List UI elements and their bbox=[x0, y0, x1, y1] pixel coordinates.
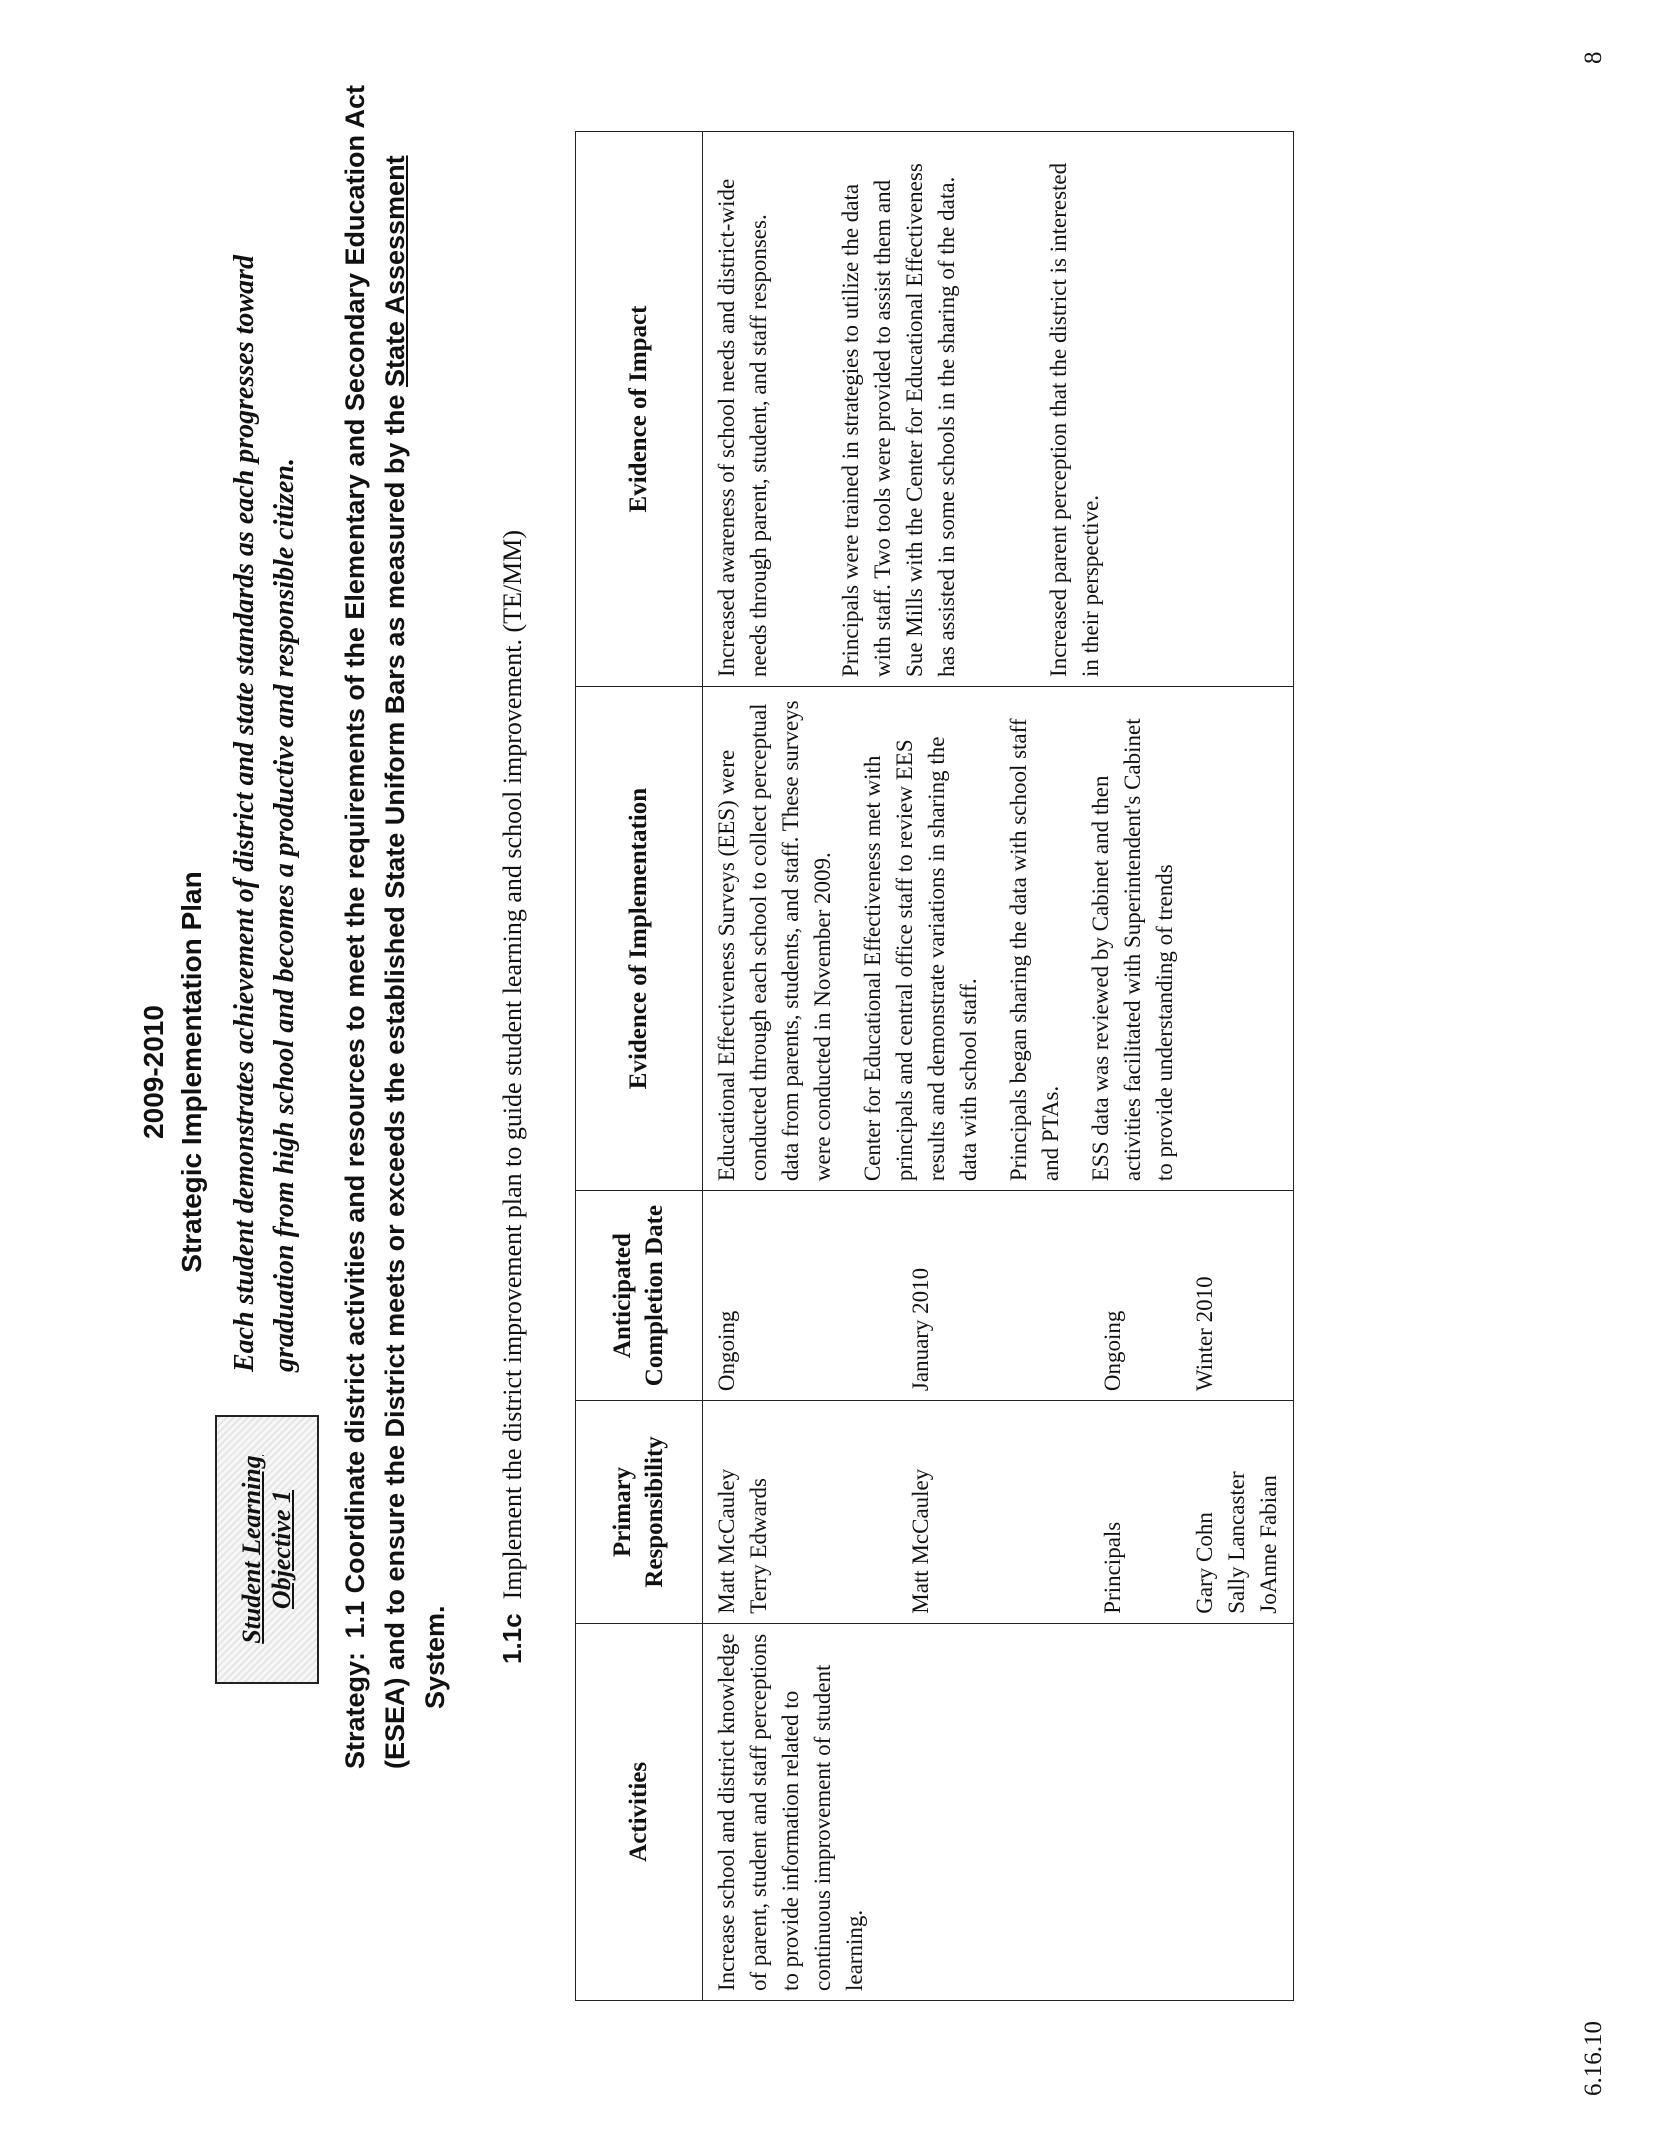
strategy-text: Coordinate district activities and resources to meet the requirements of the Elementary and Secondary Education Act (ESEA) and to ensure the District meets or exceeds the established State Uniform Bars as measured by the bbox=[340, 85, 410, 1769]
impact-2: Principals were trained in strategies to utilize the data with staff. Two tools were provided to assist them and Sue Mills with the Center for Educational Effectiveness has assisted in some schools in the sharing of the data. bbox=[838, 163, 959, 677]
impact-cell bbox=[703, 132, 1294, 687]
objective-line1: Student Learning bbox=[237, 1455, 266, 1644]
responsibility-1b: Terry Edwards bbox=[746, 1478, 771, 1614]
strategy-number: 1.1 bbox=[340, 1600, 370, 1639]
header-completion: Anticipated Completion Date bbox=[576, 1191, 703, 1401]
plan-year: 2009-2010 bbox=[138, 1005, 169, 1139]
responsibility-4c: JoAnne Fabian bbox=[1256, 1475, 1281, 1614]
header-responsibility: Primary Responsibility bbox=[576, 1401, 703, 1624]
completion-2: January 2010 bbox=[908, 1267, 933, 1392]
sub-item-number: 1.1c bbox=[497, 1613, 527, 1664]
completion-4: Winter 2010 bbox=[1192, 1276, 1217, 1392]
implementation-table bbox=[575, 131, 1294, 2001]
impact-1: Increased awareness of school needs and district-wide needs through parent, student, and staff responses. bbox=[714, 178, 771, 677]
header-activities: Activities bbox=[576, 1623, 703, 2000]
responsibility-2: Matt McCauley bbox=[908, 1468, 933, 1614]
implementation-2: Center for Educational Effectiveness met with principals and central office staff to review EES results and demonstrate variations in sharing the data with school staff. bbox=[860, 736, 981, 1182]
responsibility-4b: Sally Lancaster bbox=[1224, 1471, 1249, 1614]
table-header-row bbox=[576, 132, 703, 2001]
strategy-label: Strategy: bbox=[340, 1651, 370, 1769]
page-header bbox=[135, 0, 211, 2144]
table-row bbox=[703, 132, 1294, 2001]
implementation-cell bbox=[703, 686, 1294, 1190]
objective-box bbox=[215, 1415, 319, 1684]
page-title: Strategic Implementation Plan bbox=[176, 871, 207, 1273]
responsibility-1a: Matt McCauley bbox=[714, 1468, 739, 1614]
sub-item-1-1c bbox=[495, 164, 530, 1664]
strategy-statement bbox=[335, 69, 455, 1769]
completion-3: Ongoing bbox=[1100, 1310, 1125, 1392]
responsibility-cell bbox=[703, 1401, 1294, 1624]
header-impact: Evidence of Impact bbox=[576, 132, 703, 687]
implementation-3: Principals began sharing the data with school staff and PTAs. bbox=[1006, 718, 1063, 1182]
objective-line2: Objective 1 bbox=[267, 1489, 296, 1610]
sub-item-text: Implement the district improvement plan to guide student learning and school improvement. (TE/MM) bbox=[498, 530, 527, 1600]
goal-statement: Each student demonstrates achievement of district and state standards as each progresses toward graduation from high school and becomes a productive and responsible citizen. bbox=[229, 255, 300, 1372]
implementation-4: ESS data was reviewed by Cabinet and then activities facilitated with Superintendent's Cabinet to provide understanding of trends bbox=[1088, 718, 1177, 1182]
page-number: 8 bbox=[1580, 51, 1607, 64]
activity-cell bbox=[703, 1623, 1294, 2000]
completion-1: Ongoing bbox=[714, 1310, 739, 1392]
implementation-1: Educational Effectiveness Surveys (EES) were conducted through each school to collect perceptual data from parents, students, and staff. These surveys were conducted in November 2009. bbox=[714, 700, 835, 1182]
state-assessment-link-text: State Assessment bbox=[380, 155, 410, 388]
impact-3: Increased parent perception that the district is interested in their perspective. bbox=[1046, 162, 1103, 677]
activity-text: Increase school and district knowledge of parent, student and staff perceptions to provide information related to continuous improvement of student learning. bbox=[714, 1633, 867, 1991]
strategy-text-end: System. bbox=[420, 1605, 450, 1709]
header-implementation: Evidence of Implementation bbox=[576, 686, 703, 1190]
footer-date: 6.16.10 bbox=[1580, 2021, 1607, 2096]
responsibility-3: Principals bbox=[1100, 1521, 1125, 1614]
responsibility-4a: Gary Cohn bbox=[1192, 1512, 1217, 1614]
completion-cell bbox=[703, 1191, 1294, 1401]
